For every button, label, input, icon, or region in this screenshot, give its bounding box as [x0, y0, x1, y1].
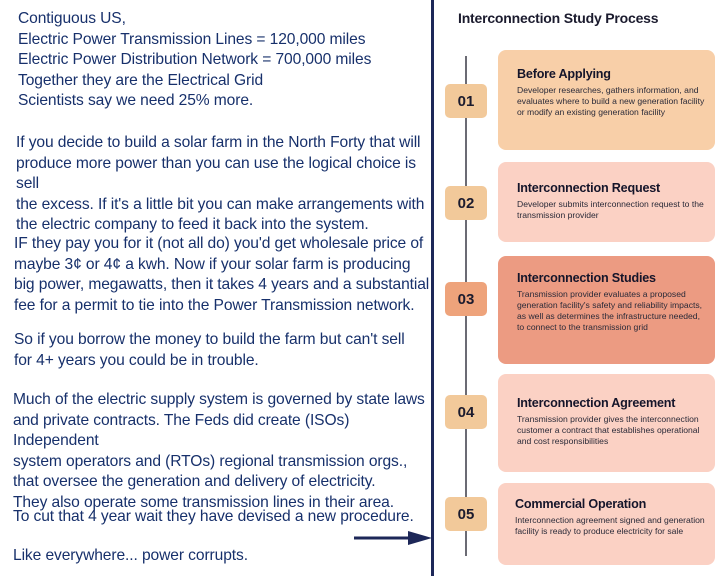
step-description: Transmission provider evaluates a proposed generation facility's safety and reliability impacts, as well as determines the infrastructure needed, to connect to the transmission grid [517, 289, 703, 333]
step-card-interconnection-request [498, 162, 715, 242]
process-panel [434, 0, 720, 576]
step-description: Developer submits interconnection request to the transmission provider [517, 199, 704, 221]
step-title: Interconnection Request [517, 181, 661, 195]
step-title: Commercial Operation [515, 497, 647, 511]
paragraph-new-procedure: To cut that 4 year wait they have devised a new procedure. [13, 508, 414, 525]
step-description: Interconnection agreement signed and generation facility is ready to produce electricity for sale [515, 515, 705, 537]
step-card-before-applying [498, 50, 715, 150]
paragraph-wholesale: IF they pay you for it (not all do) you'd get wholesale price of maybe 3¢ or 4¢ a kwh. Now if your solar farm is producing big power, megawatts, then it takes 4 years and a substantial fee for a permit to tie into the Power Transmission network. [14, 235, 430, 314]
step-title: Before Applying [517, 67, 611, 81]
step-number-05: 05 [445, 497, 487, 531]
paragraph-solar-farm: If you decide to build a solar farm in the North Forty that will produce more power than you can use the logical choice is sell the excess. If it's a little bit you can make arrangements with the electric company to feed it back into the system. [16, 134, 425, 234]
paragraph-governance: Much of the electric supply system is governed by state laws and private contracts. The Feds did create (ISOs) Independent system operators and (RTOs) regional transmission orgs., that oversee the generation and delivery of electricity. They also operate some transmission lines in their area. [13, 391, 425, 511]
step-title: Interconnection Agreement [517, 396, 676, 410]
paragraph-closing: Like everywhere... power corrupts. [13, 547, 248, 564]
right-arrow-icon [354, 528, 434, 548]
step-number-03: 03 [445, 282, 487, 316]
step-number-01: 01 [445, 84, 487, 118]
step-description: Developer researches, gathers information, and evaluates where to build a new generation facility or modify an existing generation facility [517, 85, 705, 118]
process-title: Interconnection Study Process [458, 10, 659, 26]
step-description: Transmission provider gives the interconnection customer a contract that establishes operational and cost responsibilities [517, 414, 700, 447]
step-number-02: 02 [445, 186, 487, 220]
paragraph-borrow: So if you borrow the money to build the farm but can't sell for 4+ years you could be in trouble. [14, 331, 405, 369]
intro-text: Contiguous US, Electric Power Transmission Lines = 120,000 miles Electric Power Distribution Network = 700,000 miles Together they are the Electrical Grid Scientists say we need 25% more. [18, 10, 372, 110]
step-number-04: 04 [445, 395, 487, 429]
step-card-interconnection-agreement [498, 374, 715, 472]
step-card-commercial-operation [498, 483, 715, 565]
step-card-interconnection-studies [498, 256, 715, 364]
step-title: Interconnection Studies [517, 271, 656, 285]
